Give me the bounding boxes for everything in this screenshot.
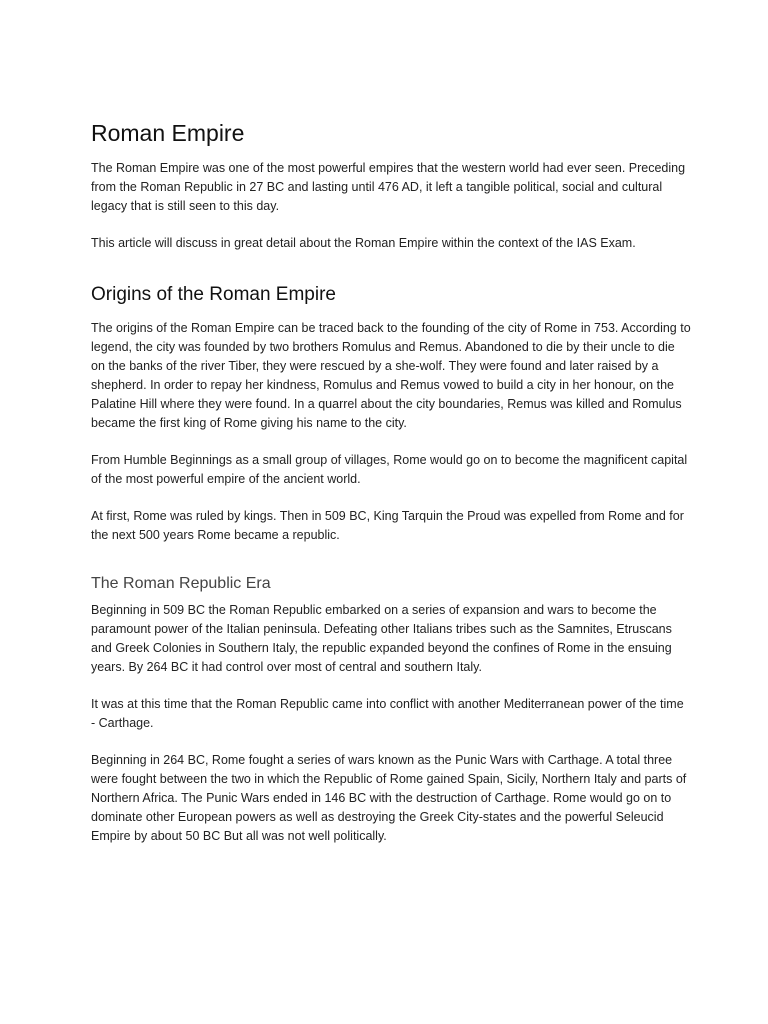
origins-paragraph-2: From Humble Beginnings as a small group of villages, Rome would go on to become the magnificent capital of the most powerful empire of the ancient world. (91, 453, 688, 486)
section-heading-origins: Origins of the Roman Empire (91, 284, 336, 305)
republic-paragraph-2: It was at this time that the Roman Republic came into conflict with another Mediterranean power of the time - Carthage. (91, 697, 684, 730)
intro-paragraph-2: This article will discuss in great detail about the Roman Empire within the context of the IAS Exam. (91, 236, 636, 250)
republic-paragraph-3: Beginning in 264 BC, Rome fought a series of wars known as the Punic Wars with Carthage. A total three were fought between the two in which the Republic of Rome gained Spain, Sicily, Northern Italy and parts of Northern Africa. The Punic Wars ended in 146 BC with the destruction of Carthage. Rome would go on to dominate other European powers as well as destroying the Greek City-states and the powerful Seleucid Empire by about 50 BC But all was not well politically. (91, 753, 687, 843)
origins-paragraph-1: The origins of the Roman Empire can be traced back to the founding of the city of Rome in 753. According to legend, the city was founded by two brothers Romulus and Remus. Abandoned to die by their uncle to die on the banks of the river Tiber, they were rescued by a she-wolf. They were found and later raised by a shepherd. In order to repay her kindness, Romulus and Remus vowed to build a city in her honour, on the Palatine Hill where they were found. In a quarrel about the city boundaries, Remus was killed and Romulus became the first king of Rome giving his name to the city. (91, 321, 691, 430)
origins-paragraph-3: At first, Rome was ruled by kings. Then in 509 BC, King Tarquin the Proud was expelled from Rome and for the next 500 years Rome became a republic. (91, 509, 684, 542)
subsection-heading-republic: The Roman Republic Era (91, 575, 271, 592)
page-title: Roman Empire (91, 120, 245, 146)
intro-paragraph-1: The Roman Empire was one of the most powerful empires that the western world had ever seen. Preceding from the Roman Republic in 27 BC and lasting until 476 AD, it left a tangible political, social and cultural legacy that is still seen to this day. (91, 161, 686, 213)
republic-paragraph-1: Beginning in 509 BC the Roman Republic embarked on a series of expansion and wars to become the paramount power of the Italian peninsula. Defeating other Italians tribes such as the Samnites, Etruscans and Greek Colonies in Southern Italy, the republic expanded beyond the confines of Rome in the ensuing years. By 264 BC it had control over most of central and southern Italy. (91, 603, 672, 674)
document-page (91, 118, 691, 846)
